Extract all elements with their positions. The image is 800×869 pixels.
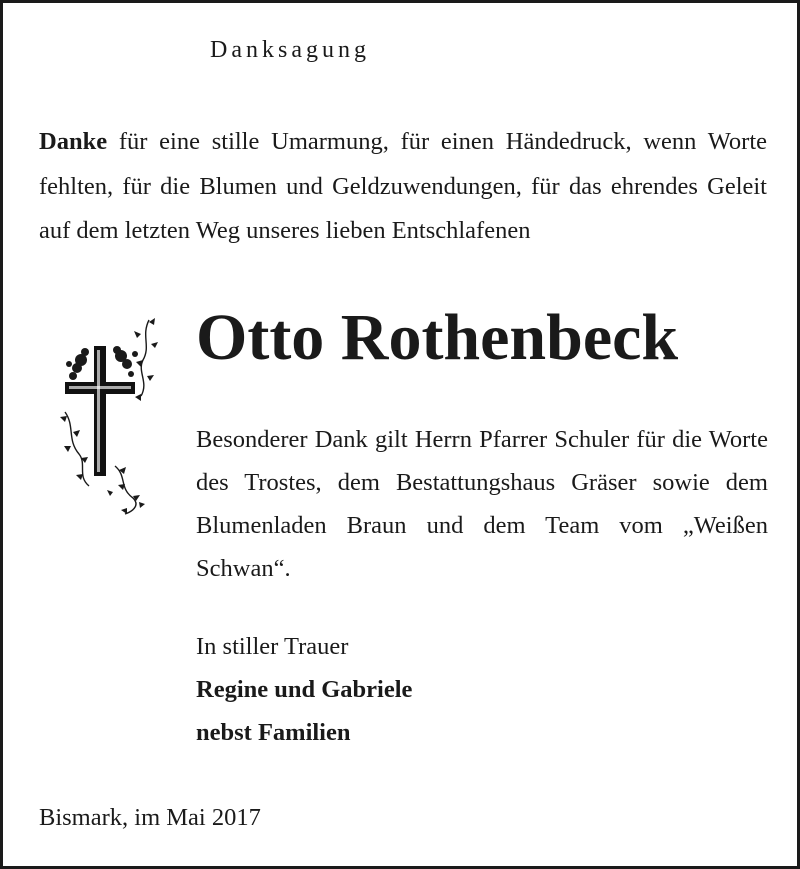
special-thanks-text: Besonderer Dank gilt Herrn Pfarrer Schuler für die Worte des Trostes, dem Bestattungshaus Gräser sowie dem Blumenladen Braun und dem Team vom „Weißen Schwan“. xyxy=(196,426,768,582)
intro-paragraph xyxy=(39,120,767,254)
intro-text: für eine stille Umarmung, für einen Händedruck, wenn Worte fehlten, für die Blumen und Geldzuwendungen, für das ehrendes Geleit auf dem letzten Weg unseres lieben Entschlafenen xyxy=(39,128,767,244)
deceased-name: Otto Rothenbeck xyxy=(196,301,679,374)
place-and-date: Bismark, im Mai 2017 xyxy=(39,804,261,831)
notice-heading: Danksagung xyxy=(210,37,370,63)
mourners-block xyxy=(196,625,412,754)
cross-with-ivy-icon xyxy=(55,316,175,516)
mourner-families: nebst Familien xyxy=(196,719,351,746)
mourner-names: Regine und Gabriele xyxy=(196,676,413,703)
special-thanks-paragraph xyxy=(196,418,768,590)
intro-lead-word: Danke xyxy=(39,128,108,155)
mourning-phrase: In stiller Trauer xyxy=(196,633,349,660)
